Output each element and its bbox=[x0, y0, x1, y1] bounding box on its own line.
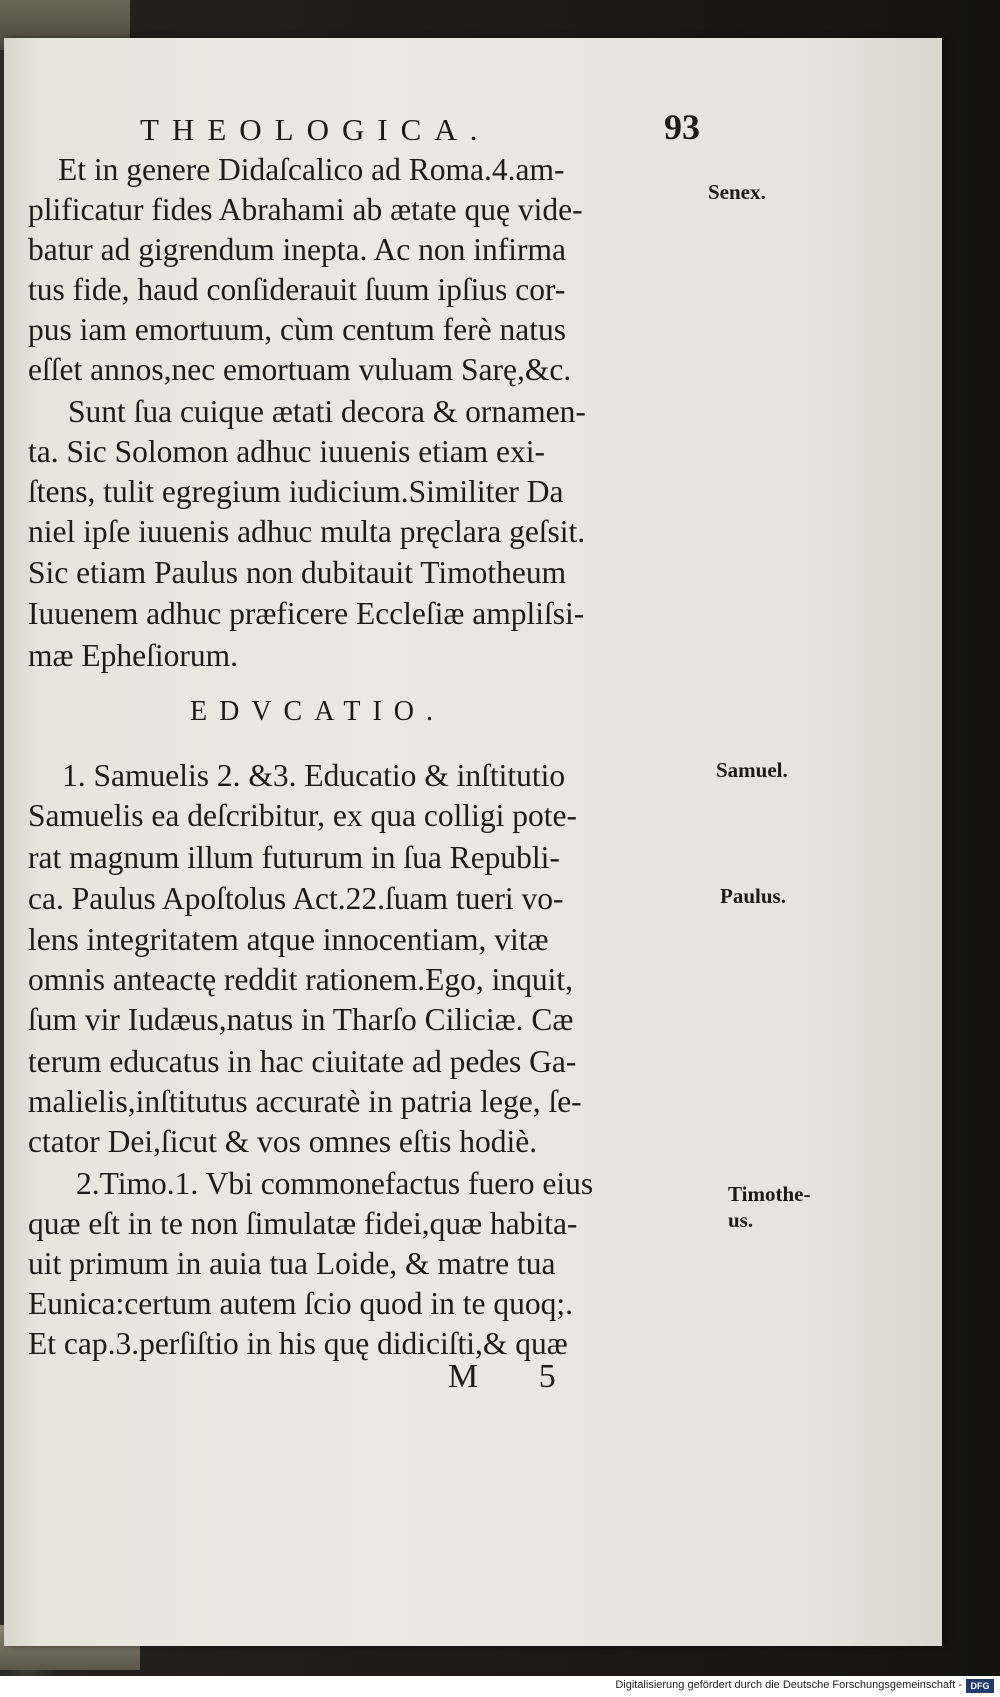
section-title: EDVCATIO. bbox=[190, 696, 445, 727]
text-line: niel ipſe iuuenis adhuc multa pręclara geſsit. bbox=[28, 514, 586, 549]
page-number: 93 bbox=[664, 107, 700, 147]
text-line: Sic etiam Paulus non dubitauit Timotheum bbox=[28, 555, 567, 590]
text-line: ſum vir Iudæus,natus in Tharſo Ciliciæ. Cæ bbox=[28, 1002, 574, 1037]
text-line: ca. Paulus Apoſtolus Act.22.ſuam tueri vo- bbox=[28, 881, 564, 916]
marginal-note: Paulus. bbox=[720, 884, 786, 908]
text-line: Eunica:certum autem ſcio quod in te quoq;. bbox=[28, 1286, 573, 1321]
text-line: quæ eſt in te non ſimulatæ fidei,quæ habita- bbox=[28, 1206, 578, 1241]
text-line: ſtens, tulit egregium iudicium.Similiter Da bbox=[28, 474, 564, 509]
marginal-note: us. bbox=[728, 1208, 754, 1232]
text-line: Et cap.3.perſiſtio in his quę didiciſti,& quæ bbox=[28, 1326, 568, 1361]
dfg-logo-icon[interactable]: DFG bbox=[966, 1679, 994, 1693]
footer-credit: Digitalisierung gefördert durch die Deutsche Forschungsgemeinschaft - bbox=[615, 1679, 962, 1691]
text-line: lens integritatem atque innocentiam, vitæ bbox=[28, 922, 549, 957]
running-head: THEOLOGICA. bbox=[140, 112, 491, 147]
text-line: ctator Dei,ſicut & vos omnes eſtis hodiè. bbox=[28, 1124, 538, 1159]
text-line: omnis anteactę reddit rationem.Ego, inquit, bbox=[28, 962, 573, 997]
text-line: malielis,inſtitutus accuratè in patria lege, ſe- bbox=[28, 1084, 582, 1119]
text-line: rat magnum illum futurum in ſua Republi- bbox=[28, 840, 560, 875]
text-line: 2.Timo.1. Vbi commonefactus fuero eius bbox=[76, 1166, 594, 1201]
marginal-note: Senex. bbox=[708, 180, 766, 204]
text-line: 1. Samuelis 2. &3. Educatio & inſtitutio bbox=[62, 758, 566, 793]
text-line: Iuuenem adhuc præficere Eccleſiæ ampliſsi- bbox=[28, 596, 585, 631]
text-line: batur ad gigrendum inepta. Ac non infirma bbox=[28, 232, 566, 267]
text-line: pus iam emortuum, cùm centum ferè natus bbox=[28, 312, 566, 347]
text-line: ta. Sic Solomon adhuc iuuenis etiam exi- bbox=[28, 434, 546, 469]
marginal-note: Samuel. bbox=[716, 758, 788, 782]
text-line: Samuelis ea deſcribitur, ex qua colligi pote- bbox=[28, 798, 577, 833]
text-line: Et in genere Didaſcalico ad Roma.4.am- bbox=[58, 152, 565, 187]
signature-mark: M 5 bbox=[448, 1358, 582, 1395]
text-line: eſſet annos,nec emortuam vuluam Sarę,&c. bbox=[28, 352, 572, 387]
text-line: terum educatus in hac ciuitate ad pedes Ga- bbox=[28, 1044, 577, 1079]
text-line: uit primum in auia tua Loide, & matre tua bbox=[28, 1246, 556, 1281]
text-line: Sunt ſua cuique ætati decora & ornamen- bbox=[68, 394, 586, 429]
text-line: tus fide, haud conſiderauit ſuum ipſius cor- bbox=[28, 272, 566, 307]
text-line: mæ Epheſiorum. bbox=[28, 638, 238, 673]
marginal-note: Timothe- bbox=[728, 1182, 811, 1206]
text-line: plificatur fides Abrahami ab ætate quę vide- bbox=[28, 192, 583, 227]
